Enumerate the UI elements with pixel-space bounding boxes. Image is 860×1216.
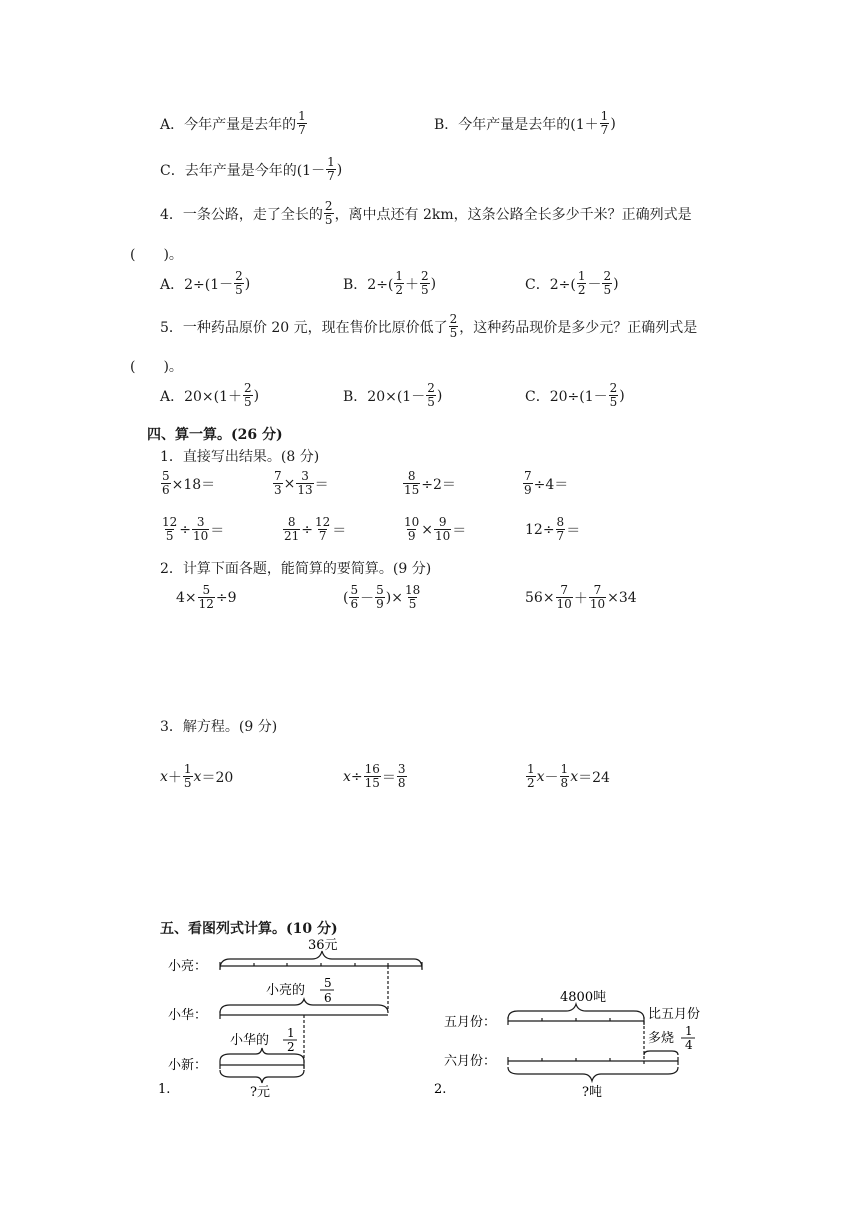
fraction: $\frac{1}{7}$: [600, 109, 609, 137]
equation-3: $\frac{1}{2}$ x － $\frac{1}{8}$ x ＝24: [527, 762, 610, 790]
q4-answer-blank: ( )。: [130, 247, 183, 263]
label-may: 五月份：: [444, 1015, 497, 1030]
svg-text:4: 4: [685, 1038, 693, 1052]
label-june: 六月份：: [444, 1054, 497, 1069]
q5-option-c: C．20÷(1－ $\frac{2}{5}$ ): [525, 381, 625, 409]
section-4-part-3: 3．解方程。(9 分): [160, 719, 278, 735]
q4-stem: 4．一条公路，走了全长的 $\frac{2}{5}$ ，离中点还有 2km，这条公路全长多少千米？正确列式是: [160, 199, 692, 227]
calc-1-4: $\frac{7}{9}$ ÷4＝: [524, 469, 569, 497]
calc-1-8: 12÷ $\frac{8}{7}$ ＝: [525, 515, 581, 543]
note-compare: 比五月份: [648, 1007, 701, 1022]
q5-option-a: A．20×(1＋ $\frac{2}{5}$ ): [160, 381, 260, 409]
q4-option-a: A．2÷(1－ $\frac{2}{5}$ ): [160, 269, 251, 297]
note-xiaohua: 小亮的: [266, 983, 306, 998]
q4-option-c: C．2÷( $\frac{1}{2}$ － $\frac{2}{5}$ ): [525, 269, 619, 297]
diagram-number-2: 2.: [434, 1082, 447, 1097]
calc-1-7: $\frac{10}{9}$ × $\frac{9}{10}$ ＝: [404, 515, 467, 543]
calc-1-3: $\frac{8}{15}$ ÷2＝: [404, 469, 456, 497]
q5-stem: 5．一种药品原价 20 元，现在售价比原价低了 $\frac{2}{5}$ ，这种药品现价是多少元？正确列式是: [160, 312, 698, 340]
q3-option-b: B．今年产量是去年的(1＋ $\frac{1}{7}$ ): [434, 109, 616, 137]
svg-text:6: 6: [324, 991, 332, 1005]
q3-option-c: C．去年产量是今年的(1－ $\frac{1}{7}$ ): [160, 155, 343, 183]
q5-answer-blank: ( )。: [130, 359, 183, 375]
q3-option-a: A．今年产量是去年的 $\frac{1}{7}$: [160, 109, 306, 137]
calc-2-2: ( $\frac{5}{6}$ － $\frac{5}{9}$ ) × $\frac{18}{5}$: [343, 583, 421, 611]
section-4-part-2: 2．计算下面各题，能简算的要简算。(9 分): [160, 561, 432, 577]
diagram-number-1: 1.: [158, 1082, 171, 1097]
svg-text:5: 5: [324, 976, 332, 990]
section-4-title: 四、算一算。(26 分): [147, 427, 283, 443]
q5-option-b: B．20×(1－ $\frac{2}{5}$ ): [343, 381, 443, 409]
equation-1: x ＋ $\frac{1}{5}$ x ＝20: [160, 762, 234, 790]
note-more: 多烧: [648, 1031, 675, 1046]
label-xiaohua: 小华：: [168, 1008, 208, 1023]
svg-text:2: 2: [287, 1040, 295, 1054]
calc-2-1: 4× $\frac{5}{12}$ ÷9: [176, 583, 237, 611]
svg-text:1: 1: [287, 1026, 295, 1040]
svg-text:1: 1: [685, 1024, 693, 1038]
line-diagram-2: [430, 985, 730, 1100]
label-xiaoxin: 小新：: [168, 1058, 208, 1073]
fraction: $\frac{1}{7}$: [298, 109, 306, 137]
label-xiaoliang: 小亮：: [168, 959, 208, 974]
section-5-title: 五、看图列式计算。(10 分): [160, 921, 338, 937]
calc-1-5: $\frac{12}{5}$ ÷ $\frac{3}{10}$ ＝: [162, 515, 225, 543]
fraction: $\frac{1}{7}$: [327, 155, 335, 183]
fraction: $\frac{2}{5}$: [324, 199, 333, 227]
question-label-1: ?元: [250, 1085, 270, 1100]
calc-1-6: $\frac{8}{21}$ ÷ $\frac{12}{7}$ ＝: [284, 515, 347, 543]
note-xiaoxin: 小华的: [230, 1033, 270, 1048]
total-label-1: 36元: [308, 938, 338, 953]
q4-option-b: B．2÷( $\frac{1}{2}$ ＋ $\frac{2}{5}$ ): [343, 269, 437, 297]
question-label-2: ?吨: [582, 1085, 602, 1100]
equation-2: x ÷ $\frac{16}{15}$ ＝ $\frac{3}{8}$: [343, 762, 406, 790]
total-label-2: 4800吨: [560, 990, 607, 1005]
calc-1-1: $\frac{5}{6}$ ×18＝: [162, 469, 216, 497]
calc-1-2: $\frac{7}{3}$ × $\frac{3}{13}$ ＝: [274, 469, 329, 497]
line-diagram-1: [150, 935, 440, 1100]
calc-2-3: 56× $\frac{7}{10}$ ＋ $\frac{7}{10}$ ×34: [525, 583, 637, 611]
section-4-part-1: 1．直接写出结果。(8 分): [160, 449, 320, 465]
